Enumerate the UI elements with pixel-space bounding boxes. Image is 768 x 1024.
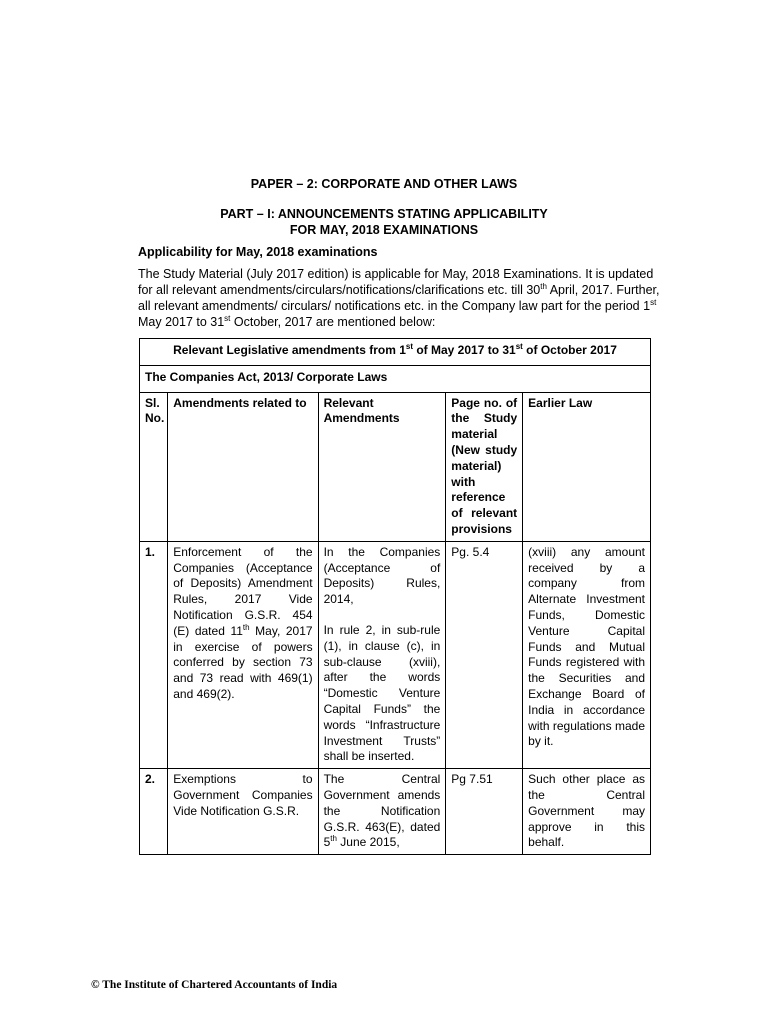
row-amendments-related <box>168 541 318 768</box>
intro-text: May 2017 to 31 <box>138 315 225 329</box>
table-row <box>140 769 651 855</box>
caption-text: of October 2017 <box>522 343 617 357</box>
table-subcaption: The Companies Act, 2013/ Corporate Laws <box>140 365 651 392</box>
footer-copyright: © The Institute of Chartered Accountants of India <box>91 979 338 991</box>
cell-text: May, 2017 in exercise of powers conferred by section 73 and 73 read with 469(1) and 469(2). <box>173 623 313 701</box>
caption-text: of May 2017 to 31 <box>413 343 516 357</box>
superscript: th <box>540 281 547 291</box>
part-title-line1: PART – I: ANNOUNCEMENTS STATING APPLICABILITY <box>220 207 548 221</box>
row-relevant-amendments <box>318 541 446 768</box>
row-amendments-related: Exemptions to Government Companies Vide Notification G.S.R. <box>168 769 318 855</box>
part-title-line2: FOR MAY, 2018 EXAMINATIONS <box>289 223 479 237</box>
row-earlier-law: Such other place as the Central Government may approve in this behalf. <box>523 769 651 855</box>
superscript: st <box>515 342 523 351</box>
intro-line <box>138 297 657 314</box>
superscript: st <box>224 313 231 323</box>
header-sl: Sl. No. <box>140 392 168 541</box>
row-earlier-law: (xviii) any amount received by a company from Alternate Investment Funds, Domestic Venture Capital Funds and Mutual Funds registered with the Securities and Exchange Board of India in accordance with regulations made by it. <box>523 541 651 768</box>
superscript: th <box>242 622 250 632</box>
cell-text: Enforcement of the Companies (Acceptance of Deposits) Amendment Rules, 2017 Vide Notification G.S.R. 454 (E) dated 11 <box>173 544 313 638</box>
table-subcaption-row <box>140 365 651 392</box>
caption-text: Relevant Legislative amendments from 1 <box>173 343 406 357</box>
table-caption <box>140 339 651 366</box>
row-sl: 2. <box>140 769 168 855</box>
superscript: th <box>330 834 337 844</box>
header-amendments-related: Amendments related to <box>168 392 318 541</box>
superscript: st <box>650 297 657 307</box>
intro-text: April, 2017. Further, <box>546 283 660 297</box>
row-relevant-amendments <box>318 769 446 855</box>
superscript: st <box>405 342 413 351</box>
intro-paragraph <box>138 266 660 330</box>
intro-text: for all relevant amendments/circulars/notifications/clarifications etc. till 30 <box>138 283 541 297</box>
table-header-row <box>140 392 651 541</box>
cell-text: June 2015, <box>336 835 400 850</box>
cell-text: In the Companies (Acceptance of Deposits) Rules, 2014, <box>323 544 441 607</box>
intro-text: October, 2017 are mentioned below: <box>230 315 436 329</box>
header-earlier-law: Earlier Law <box>523 392 651 541</box>
cell-text: The Central Government amends the Notification G.S.R. 463(E), dated 5 <box>323 772 441 850</box>
row-sl: 1. <box>140 541 168 768</box>
cell-text: In rule 2, in sub-rule (1), in clause (c), in sub-clause (xviii), after the words “Domestic Venture Capital Funds” the words “Infrastructure Investment Trusts” shall be inserted. <box>323 622 441 764</box>
intro-line: The Study Material (July 2017 edition) is applicable for May, 2018 Examinations. It is updated <box>138 267 654 281</box>
row-page-no: Pg 7.51 <box>446 769 523 855</box>
intro-line <box>138 281 660 298</box>
table-row <box>140 541 651 768</box>
header-page-no: Page no. of the Study material (New study material) with reference of relevant provisions <box>446 392 523 541</box>
table-caption-row <box>140 339 651 366</box>
intro-text: all relevant amendments/ circulars/ notifications etc. in the Company law part for the period 1 <box>138 299 651 313</box>
header-relevant-amendments: Relevant Amendments <box>318 392 446 541</box>
paper-title: PAPER – 2: CORPORATE AND OTHER LAWS <box>250 177 518 191</box>
amendments-table <box>139 338 651 855</box>
row-page-no: Pg. 5.4 <box>446 541 523 768</box>
section-heading: Applicability for May, 2018 examinations <box>138 245 378 259</box>
intro-line <box>138 314 652 330</box>
